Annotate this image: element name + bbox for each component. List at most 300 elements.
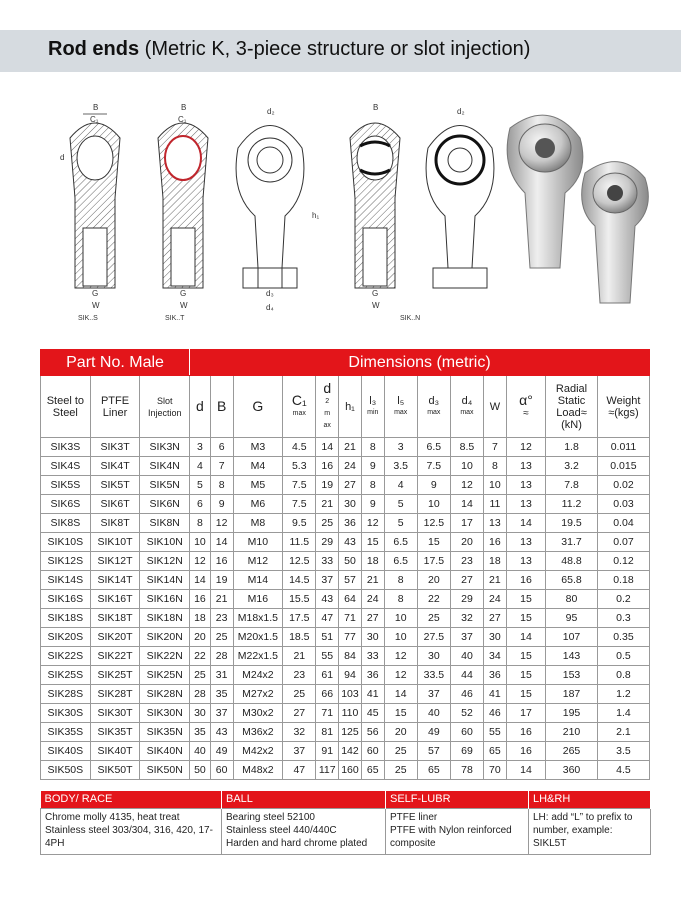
table-cell: 160 [339, 761, 362, 780]
label-W-2: W [180, 301, 188, 310]
table-cell: 14 [506, 628, 545, 647]
table-cell: 37 [450, 628, 483, 647]
col-radial-load: Radial Static Load≈ (kN) [546, 376, 598, 438]
col-W: W [484, 376, 507, 438]
table-cell: M24x2 [233, 666, 283, 685]
table-cell: 142 [339, 742, 362, 761]
table-cell: SIK14T [90, 571, 140, 590]
table-cell: SIK28N [140, 685, 190, 704]
title-band [0, 30, 681, 72]
table-cell: 35 [210, 685, 233, 704]
table-cell: 12 [210, 514, 233, 533]
table-cell: 11 [484, 495, 507, 514]
mat-header-lubr: SELF-LUBR [386, 791, 529, 808]
table-cell: 22 [417, 590, 450, 609]
table-cell: 22 [190, 647, 211, 666]
table-cell: SIK3T [90, 438, 140, 457]
table-cell: 19 [316, 476, 339, 495]
table-cell: 7.5 [417, 457, 450, 476]
table-cell: 37 [417, 685, 450, 704]
table-cell: SIK12T [90, 552, 140, 571]
table-cell: 24 [339, 457, 362, 476]
table-row [41, 495, 650, 514]
dimensions-table-body [41, 438, 650, 780]
col-d4: d₄ max [450, 376, 483, 438]
table-cell: 8 [484, 457, 507, 476]
table-cell: 8 [361, 476, 384, 495]
col-l3: l₃ min [361, 376, 384, 438]
table-cell: 7.5 [283, 495, 316, 514]
technical-drawings [60, 98, 670, 328]
table-cell: 5 [190, 476, 211, 495]
label-B-3: B [373, 103, 379, 112]
table-cell: SIK30N [140, 704, 190, 723]
table-cell: 11.5 [283, 533, 316, 552]
table-cell: SIK6S [41, 495, 91, 514]
table-cell: SIK40S [41, 742, 91, 761]
table-cell: 48.8 [546, 552, 598, 571]
table-cell: 34 [484, 647, 507, 666]
mat-body-line: Stainless steel 303/304, 316, 420, 17-4PH [45, 824, 213, 849]
table-cell: 37 [316, 571, 339, 590]
table-cell: 47 [316, 609, 339, 628]
table-cell: 18 [190, 609, 211, 628]
table-cell: 21 [316, 495, 339, 514]
mat-body-line: Chrome molly 4135, heat treat [45, 811, 180, 823]
table-cell: M12 [233, 552, 283, 571]
table-cell: 57 [339, 571, 362, 590]
table-row [41, 742, 650, 761]
table-cell: 8 [384, 590, 417, 609]
table-cell: 65 [484, 742, 507, 761]
table-cell: SIK4T [90, 457, 140, 476]
table-row [41, 438, 650, 457]
table-cell: 7 [210, 457, 233, 476]
table-cell: 41 [484, 685, 507, 704]
table-cell: M18x1.5 [233, 609, 283, 628]
table-cell: SIK14S [41, 571, 91, 590]
col-h1: h₁ [339, 376, 362, 438]
table-cell: 6.5 [417, 438, 450, 457]
table-cell: 36 [484, 666, 507, 685]
table-cell: 37 [210, 704, 233, 723]
table-cell: SIK5T [90, 476, 140, 495]
materials-row [41, 808, 651, 854]
table-cell: 33 [316, 552, 339, 571]
table-cell: 18 [484, 552, 507, 571]
table-cell: SIK35S [41, 723, 91, 742]
table-cell: 5 [384, 495, 417, 514]
table-cell: 27 [484, 609, 507, 628]
table-cell: 13 [506, 533, 545, 552]
table-group-header [41, 350, 650, 376]
table-cell: 7.8 [546, 476, 598, 495]
col-l5: l₅ max [384, 376, 417, 438]
table-cell: SIK8T [90, 514, 140, 533]
table-cell: SIK22N [140, 647, 190, 666]
table-cell: 71 [316, 704, 339, 723]
label-d3: d₃ [266, 289, 274, 298]
table-cell: SIK8N [140, 514, 190, 533]
table-cell: 27 [450, 571, 483, 590]
label-W-3: W [372, 301, 380, 310]
materials-table [40, 791, 651, 855]
table-cell: 8 [384, 571, 417, 590]
col-d3: d₃ max [417, 376, 450, 438]
table-cell: 4.5 [283, 438, 316, 457]
mat-ball-line: Bearing steel 52100 [226, 811, 315, 823]
table-cell: 84 [339, 647, 362, 666]
table-cell: 15 [506, 609, 545, 628]
label-C1-2: C₁ [178, 115, 187, 124]
table-cell: 27.5 [417, 628, 450, 647]
table-cell: 15.5 [283, 590, 316, 609]
table-cell: M48x2 [233, 761, 283, 780]
table-cell: 20 [384, 723, 417, 742]
table-row [41, 609, 650, 628]
label-G-3: G [372, 289, 379, 298]
table-cell: SIK50T [90, 761, 140, 780]
table-cell: 21 [210, 590, 233, 609]
col-alpha: α° ≈ [506, 376, 545, 438]
table-cell: 51 [316, 628, 339, 647]
col-d: d [190, 376, 211, 438]
table-cell: 4 [190, 457, 211, 476]
table-cell: SIK16T [90, 590, 140, 609]
table-cell: M42x2 [233, 742, 283, 761]
table-cell: 8.5 [450, 438, 483, 457]
table-cell: 16 [210, 552, 233, 571]
table-cell: 7 [484, 438, 507, 457]
col-slot: Slot Injection [140, 376, 190, 438]
table-cell: 10 [384, 609, 417, 628]
table-cell: 13 [506, 495, 545, 514]
table-cell: 10 [384, 628, 417, 647]
table-cell: 46 [484, 704, 507, 723]
table-cell: 30 [417, 647, 450, 666]
table-cell: 14 [450, 495, 483, 514]
table-cell: 195 [546, 704, 598, 723]
table-cell: 64 [339, 590, 362, 609]
table-cell: 6 [210, 438, 233, 457]
table-cell: 24 [484, 590, 507, 609]
table-cell: 2.1 [597, 723, 649, 742]
table-cell: 16 [484, 533, 507, 552]
table-row [41, 476, 650, 495]
table-cell: 143 [546, 647, 598, 666]
table-cell: 3 [190, 438, 211, 457]
table-cell: 107 [546, 628, 598, 647]
table-cell: 14 [506, 761, 545, 780]
table-cell: 1.2 [597, 685, 649, 704]
table-cell: SIK4S [41, 457, 91, 476]
table-cell: 110 [339, 704, 362, 723]
table-cell: 10 [450, 457, 483, 476]
table-cell: SIK22T [90, 647, 140, 666]
table-cell: 37 [283, 742, 316, 761]
table-cell: 60 [450, 723, 483, 742]
table-cell: 20 [190, 628, 211, 647]
table-cell: 65.8 [546, 571, 598, 590]
table-cell: 4 [384, 476, 417, 495]
table-cell: 29 [316, 533, 339, 552]
table-cell: 30 [484, 628, 507, 647]
mat-lubr-cell [386, 808, 529, 854]
table-cell: 17 [450, 514, 483, 533]
label-W: W [92, 301, 100, 310]
table-row [41, 571, 650, 590]
table-cell: 78 [450, 761, 483, 780]
table-column-header [41, 376, 650, 438]
table-cell: 32 [450, 609, 483, 628]
table-row [41, 628, 650, 647]
table-cell: 0.07 [597, 533, 649, 552]
table-cell: SIK20N [140, 628, 190, 647]
table-row [41, 704, 650, 723]
table-cell: 16 [506, 723, 545, 742]
table-cell: 50 [339, 552, 362, 571]
table-cell: 30 [339, 495, 362, 514]
table-cell: 12 [384, 647, 417, 666]
label-h1: h₁ [312, 211, 320, 220]
table-cell: 20 [417, 571, 450, 590]
table-cell: 7.5 [283, 476, 316, 495]
table-cell: SIK18S [41, 609, 91, 628]
table-cell: 25 [316, 514, 339, 533]
table-cell: 55 [316, 647, 339, 666]
table-cell: SIK35T [90, 723, 140, 742]
table-cell: 25 [384, 742, 417, 761]
table-cell: 15 [384, 704, 417, 723]
table-cell: 12.5 [417, 514, 450, 533]
table-cell: 12 [384, 666, 417, 685]
table-cell: 71 [339, 609, 362, 628]
table-cell: SIK28S [41, 685, 91, 704]
table-cell: 3.5 [384, 457, 417, 476]
table-cell: SIK25N [140, 666, 190, 685]
table-cell: 50 [190, 761, 211, 780]
table-cell: 18.5 [283, 628, 316, 647]
table-cell: 31 [210, 666, 233, 685]
table-cell: 15 [506, 647, 545, 666]
table-cell: 94 [339, 666, 362, 685]
table-row [41, 723, 650, 742]
table-cell: 6 [190, 495, 211, 514]
table-cell: 5 [384, 514, 417, 533]
table-cell: 57 [417, 742, 450, 761]
table-cell: 17 [506, 704, 545, 723]
table-cell: 10 [417, 495, 450, 514]
page-title: Rod ends (Metric K, 3-piece structure or slot injection) [48, 38, 531, 60]
table-cell: 3 [384, 438, 417, 457]
table-cell: 33 [361, 647, 384, 666]
table-cell: 17.5 [283, 609, 316, 628]
table-cell: 0.35 [597, 628, 649, 647]
caption-sik-n: SIK..N [400, 315, 421, 322]
label-d2-2: d₂ [457, 107, 465, 116]
table-cell: SIK50N [140, 761, 190, 780]
table-cell: SIK25S [41, 666, 91, 685]
table-cell: SIK35N [140, 723, 190, 742]
table-cell: 0.03 [597, 495, 649, 514]
table-cell: SIK30T [90, 704, 140, 723]
table-cell: M4 [233, 457, 283, 476]
table-cell: 43 [339, 533, 362, 552]
caption-sik-s: SIK..S [78, 315, 98, 322]
table-cell: 0.02 [597, 476, 649, 495]
table-cell: 60 [210, 761, 233, 780]
table-cell: SIK3N [140, 438, 190, 457]
table-row [41, 761, 650, 780]
col-steel: Steel to Steel [41, 376, 91, 438]
table-cell: 56 [361, 723, 384, 742]
table-cell: SIK14N [140, 571, 190, 590]
table-cell: 0.5 [597, 647, 649, 666]
table-cell: SIK16N [140, 590, 190, 609]
table-cell: 23 [283, 666, 316, 685]
table-cell: 9 [361, 495, 384, 514]
table-cell: SIK28T [90, 685, 140, 704]
table-cell: 14 [190, 571, 211, 590]
table-cell: 66 [316, 685, 339, 704]
table-cell: 0.2 [597, 590, 649, 609]
table-cell: 14 [210, 533, 233, 552]
table-cell: 30 [361, 628, 384, 647]
table-cell: SIK22S [41, 647, 91, 666]
table-cell: M20x1.5 [233, 628, 283, 647]
table-cell: 36 [361, 666, 384, 685]
table-cell: M27x2 [233, 685, 283, 704]
table-cell: SIK40N [140, 742, 190, 761]
col-ptfe: PTFE Liner [90, 376, 140, 438]
table-cell: 23 [450, 552, 483, 571]
mat-lubr-line: PTFE liner [390, 811, 438, 823]
label-C1: C₁ [90, 115, 99, 124]
table-cell: 14 [316, 438, 339, 457]
table-cell: 0.12 [597, 552, 649, 571]
table-cell: 30 [190, 704, 211, 723]
table-cell: 0.3 [597, 609, 649, 628]
table-cell: 5.3 [283, 457, 316, 476]
table-cell: 3.2 [546, 457, 598, 476]
section-view-sik-n [350, 103, 420, 322]
table-cell: 20 [450, 533, 483, 552]
table-cell: M5 [233, 476, 283, 495]
table-cell: 19 [210, 571, 233, 590]
table-cell: SIK40T [90, 742, 140, 761]
mat-lubr-line: PTFE with Nylon reinforced composite [390, 824, 512, 849]
table-cell: 95 [546, 609, 598, 628]
table-cell: 21 [361, 571, 384, 590]
table-cell: 13 [484, 514, 507, 533]
table-cell: SIK10T [90, 533, 140, 552]
table-cell: 0.04 [597, 514, 649, 533]
table-cell: 65 [417, 761, 450, 780]
table-cell: 21 [484, 571, 507, 590]
table-cell: 28 [210, 647, 233, 666]
table-cell: 11.2 [546, 495, 598, 514]
table-cell: 27 [361, 609, 384, 628]
table-cell: 13 [506, 457, 545, 476]
table-cell: 36 [339, 514, 362, 533]
group-part-no: Part No. Male [41, 350, 190, 376]
label-G: G [92, 289, 99, 298]
table-cell: 44 [450, 666, 483, 685]
table-cell: SIK10N [140, 533, 190, 552]
table-cell: 45 [361, 704, 384, 723]
table-cell: 1.8 [546, 438, 598, 457]
section-view-sik-t [158, 103, 208, 322]
table-cell: 6.5 [384, 552, 417, 571]
table-cell: 16 [316, 457, 339, 476]
label-B: B [93, 103, 99, 112]
mat-header-ball: BALL [222, 791, 386, 808]
label-B-2: B [181, 103, 187, 112]
table-cell: 125 [339, 723, 362, 742]
table-cell: SIK20T [90, 628, 140, 647]
table-row [41, 666, 650, 685]
table-cell: 25 [417, 609, 450, 628]
table-cell: 29 [450, 590, 483, 609]
table-cell: SIK25T [90, 666, 140, 685]
table-cell: 61 [316, 666, 339, 685]
table-cell: SIK18T [90, 609, 140, 628]
table-cell: 28 [190, 685, 211, 704]
group-dimensions: Dimensions (metric) [190, 350, 650, 376]
table-cell: 40 [190, 742, 211, 761]
table-cell: M8 [233, 514, 283, 533]
col-C1: C₁ max [283, 376, 316, 438]
table-cell: SIK20S [41, 628, 91, 647]
table-cell: SIK3S [41, 438, 91, 457]
table-cell: 8 [361, 438, 384, 457]
table-cell: 0.18 [597, 571, 649, 590]
table-row [41, 514, 650, 533]
table-cell: SIK50S [41, 761, 91, 780]
table-cell: 18 [361, 552, 384, 571]
table-cell: SIK6T [90, 495, 140, 514]
label-d: d [60, 153, 65, 162]
table-row [41, 685, 650, 704]
table-cell: SIK12N [140, 552, 190, 571]
table-cell: 35 [190, 723, 211, 742]
mat-lhrh-cell [529, 808, 651, 854]
table-cell: 40 [450, 647, 483, 666]
label-G-2: G [180, 289, 187, 298]
table-cell: 65 [361, 761, 384, 780]
table-cell: M10 [233, 533, 283, 552]
table-cell: M14 [233, 571, 283, 590]
table-cell: 14.5 [283, 571, 316, 590]
table-cell: 14 [506, 514, 545, 533]
table-cell: 4.5 [597, 761, 649, 780]
table-cell: 10 [484, 476, 507, 495]
table-cell: 103 [339, 685, 362, 704]
table-cell: 8 [190, 514, 211, 533]
table-cell: 1.4 [597, 704, 649, 723]
table-cell: SIK8S [41, 514, 91, 533]
table-cell: 16 [190, 590, 211, 609]
table-cell: 21 [283, 647, 316, 666]
table-cell: 12 [190, 552, 211, 571]
mat-ball-line: Stainless steel 440/440C [226, 824, 337, 836]
front-view-sik-s [236, 107, 319, 312]
product-photo-rod-ends [507, 115, 648, 303]
mat-header-body: BODY/ RACE [41, 791, 222, 808]
table-cell: 12.5 [283, 552, 316, 571]
table-cell: 13 [506, 476, 545, 495]
table-cell: 15 [361, 533, 384, 552]
